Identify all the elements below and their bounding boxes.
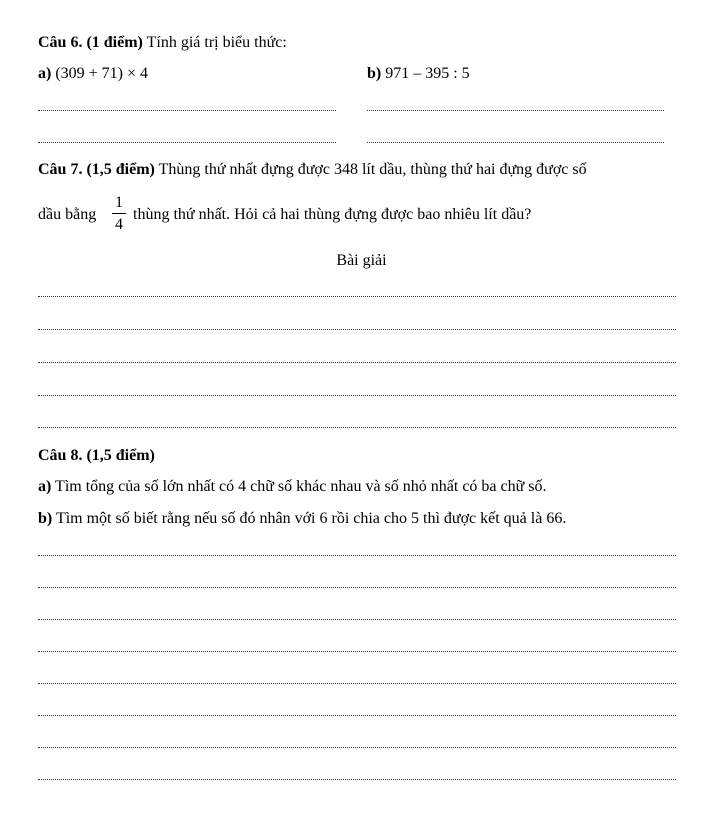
- question-8-title: Câu 8. (1,5 điểm): [38, 447, 155, 464]
- question-7-text-line2a: dầu bằng: [38, 206, 97, 223]
- question-7-title: Câu 7. (1,5 điểm): [38, 161, 155, 178]
- question-6-heading: [38, 33, 287, 53]
- answer-line-8-8[interactable]: [38, 779, 676, 780]
- question-7-text-line1: Thùng thứ nhất đựng được 348 lít dầu, thùng thứ hai đựng được số: [154, 161, 587, 178]
- question-6a-expression: (309 + 71) × 4: [51, 65, 149, 82]
- answer-line-8-2[interactable]: [38, 587, 676, 588]
- answer-line-7-1[interactable]: [38, 296, 676, 297]
- question-6a-label: a): [38, 65, 52, 82]
- question-8b-label: b): [38, 510, 53, 527]
- answer-line-8-3[interactable]: [38, 619, 676, 620]
- answer-line-7-4[interactable]: [38, 395, 676, 396]
- question-7-heading: [38, 160, 587, 180]
- fraction-bar: [112, 213, 126, 214]
- answer-line-6b-1[interactable]: [367, 110, 664, 111]
- question-8a-label: a): [38, 478, 52, 495]
- answer-line-8-5[interactable]: [38, 683, 676, 684]
- question-6b-label: b): [367, 65, 382, 82]
- question-6-text: Tính giá trị biểu thức:: [142, 34, 287, 51]
- answer-line-8-7[interactable]: [38, 747, 676, 748]
- fraction-denominator: 4: [115, 216, 123, 233]
- question-6b: [367, 64, 470, 84]
- fraction-numerator: 1: [115, 194, 123, 211]
- question-8b-text: Tìm một số biết rằng nếu số đó nhân với 6 rồi chia cho 5 thì được kết quả là 66.: [52, 510, 567, 527]
- question-6-title: Câu 6. (1 điểm): [38, 34, 143, 51]
- question-7-text-line2b: thùng thứ nhất. Hỏi cả hai thùng đựng được bao nhiêu lít dầu?: [133, 206, 532, 223]
- answer-line-6b-2[interactable]: [367, 142, 664, 143]
- fraction-one-quarter: [112, 194, 126, 234]
- solution-heading: Bài giải: [336, 252, 387, 269]
- answer-line-8-1[interactable]: [38, 555, 676, 556]
- answer-line-6a-2[interactable]: [38, 142, 336, 143]
- question-8b: [38, 509, 566, 529]
- answer-line-7-3[interactable]: [38, 362, 676, 363]
- question-8-heading: [38, 446, 155, 466]
- question-8a-text: Tìm tổng của số lớn nhất có 4 chữ số khác nhau và số nhỏ nhất có ba chữ số.: [51, 478, 547, 495]
- answer-line-8-6[interactable]: [38, 715, 676, 716]
- answer-line-7-2[interactable]: [38, 329, 676, 330]
- question-6a: [38, 64, 148, 84]
- answer-line-7-5[interactable]: [38, 427, 676, 428]
- answer-line-6a-1[interactable]: [38, 110, 336, 111]
- answer-line-8-4[interactable]: [38, 651, 676, 652]
- question-6b-expression: 971 – 395 : 5: [381, 65, 470, 82]
- question-8a: [38, 477, 547, 497]
